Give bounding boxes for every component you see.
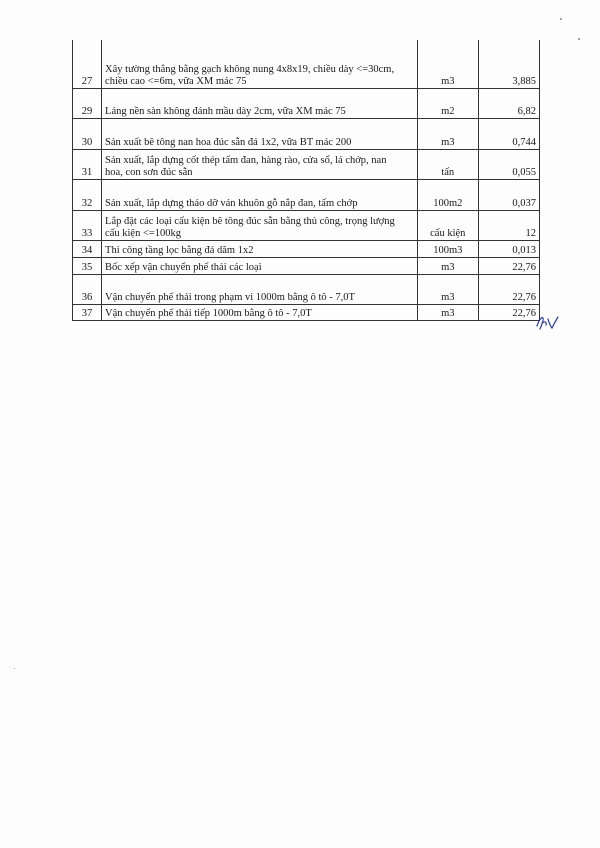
description-line: Vận chuyển phế thải tiếp 1000m bằng ô tô - 7,0T (105, 307, 312, 319)
table-row (73, 257, 540, 274)
item-unit: m2 (417, 88, 478, 118)
description-line: Sản xuất, lắp dựng cốt thép tấm đan, hàng rào, cửa sổ, lá chớp, nan (105, 154, 387, 166)
description-line: hoa, con sơn đúc sẵn (105, 166, 193, 178)
item-unit: m3 (417, 257, 478, 274)
table-row (73, 88, 540, 118)
item-unit: m3 (417, 304, 478, 320)
item-unit: m3 (417, 118, 478, 149)
description-line: Xây tường thẳng bằng gạch không nung 4x8x19, chiều dày <=30cm, (105, 63, 395, 75)
item-number: 29 (73, 88, 102, 118)
item-number: 34 (73, 240, 102, 257)
item-description (102, 304, 418, 320)
item-number: 27 (73, 40, 102, 88)
item-quantity: 22,76 (478, 304, 539, 320)
table-row (73, 149, 540, 179)
item-number: 35 (73, 257, 102, 274)
table-row (73, 40, 540, 88)
table-row (73, 240, 540, 257)
table-row (73, 274, 540, 304)
description-line: Sản xuất bê tông nan hoa đúc sẵn đá 1x2, vữa BT mác 200 (105, 136, 352, 148)
item-unit: m3 (417, 40, 478, 88)
item-quantity: 0,037 (478, 179, 539, 210)
item-description (102, 149, 418, 179)
item-description (102, 88, 418, 118)
item-number: 36 (73, 274, 102, 304)
item-unit: cấu kiện (417, 210, 478, 240)
table-row (73, 118, 540, 149)
scan-speck (14, 668, 15, 669)
description-line: cấu kiện <=100kg (105, 227, 182, 239)
scan-speck (578, 38, 580, 40)
description-line: Lắp đặt các loại cấu kiện bê tông đúc sẵn bằng thủ công, trọng lượng (105, 215, 395, 227)
item-number: 31 (73, 149, 102, 179)
item-unit: 100m2 (417, 179, 478, 210)
item-description (102, 257, 418, 274)
work-items-table (72, 40, 540, 321)
item-quantity: 12 (478, 210, 539, 240)
item-unit: 100m3 (417, 240, 478, 257)
item-quantity: 22,76 (478, 274, 539, 304)
item-number: 37 (73, 304, 102, 320)
description-line: Vận chuyển phế thải trong phạm vi 1000m bằng ô tô - 7,0T (105, 291, 355, 303)
item-number: 33 (73, 210, 102, 240)
item-quantity: 22,76 (478, 257, 539, 274)
description-line: Thi công tầng lọc bằng đá dăm 1x2 (105, 244, 254, 256)
item-description (102, 274, 418, 304)
description-line: Sản xuất, lắp dựng tháo dỡ ván khuôn gỗ nắp đan, tấm chớp (105, 197, 358, 209)
item-number: 30 (73, 118, 102, 149)
description-line: Bốc xếp vận chuyển phế thải các loại (105, 261, 262, 273)
table-row (73, 304, 540, 320)
item-quantity: 0,055 (478, 149, 539, 179)
item-quantity: 6,82 (478, 88, 539, 118)
item-description (102, 118, 418, 149)
item-unit: m3 (417, 274, 478, 304)
item-quantity: 3,885 (478, 40, 539, 88)
item-unit: tấn (417, 149, 478, 179)
table-row (73, 210, 540, 240)
item-description (102, 179, 418, 210)
description-line: chiều cao <=6m, vữa XM mác 75 (105, 75, 247, 87)
item-description (102, 40, 418, 88)
item-quantity: 0,744 (478, 118, 539, 149)
description-line: Láng nền sàn không đánh mầu dày 2cm, vữa XM mác 75 (105, 105, 346, 117)
scan-speck (560, 18, 562, 20)
item-description (102, 240, 418, 257)
item-description (102, 210, 418, 240)
item-quantity: 0,013 (478, 240, 539, 257)
item-number: 32 (73, 179, 102, 210)
table-row (73, 179, 540, 210)
handwritten-initials (534, 312, 560, 334)
